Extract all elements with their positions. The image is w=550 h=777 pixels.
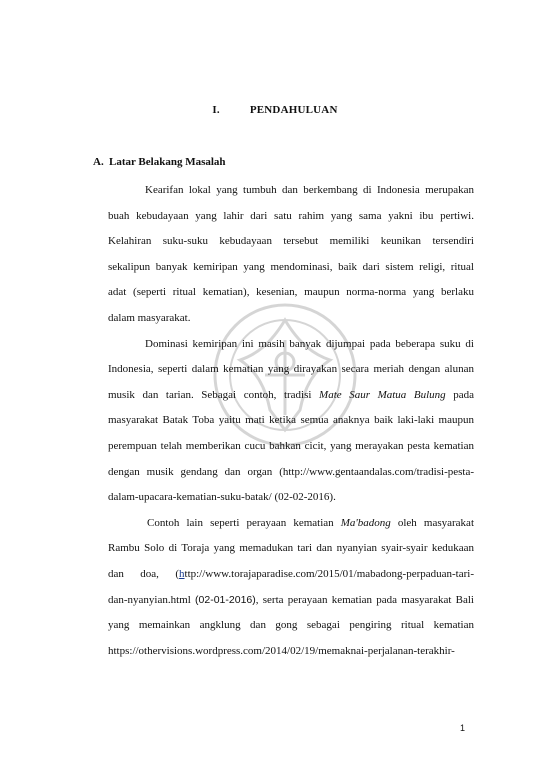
paragraph-line: Rambu Solo di Toraja yang memadukan tari dan nyanyian syair-syair kedukaan: [108, 542, 474, 555]
tradition-name: Mate Saur Matua Bulung: [319, 388, 446, 401]
paragraph-line: Indonesia, seperti dalam kematian yang dirayakan secara meriah dengan alunan: [108, 363, 474, 376]
text-run: Contoh lain seperti perayaan kematian: [147, 516, 341, 529]
text-run: ttp://www.torajaparadise.com/2015/01/mabadong-perpaduan-tari-: [184, 567, 474, 580]
text-run: musik dan tarian. Sebagai contoh, tradisi: [108, 388, 320, 401]
paragraph-line: yang memainkan angklung dan gong sebagai pengiring ritual kematian: [108, 619, 474, 632]
chapter-number: I.: [212, 104, 220, 116]
paragraph-line: masyarakat Batak Toba yaitu mati ketika semua anaknya baik laki-laki maupun: [108, 414, 474, 427]
paragraph-line: https://othervisions.wordpress.com/2014/02/19/memaknai-perjalanan-terakhir-: [108, 644, 455, 657]
text-run: dan-nyanyian.html: [108, 593, 196, 606]
paragraph-line: adat (seperti ritual kematian), kesenian, maupun norma-norma yang berlaku: [108, 286, 474, 299]
chapter-title: PENDAHULUAN: [249, 104, 338, 116]
body-text: [108, 178, 474, 664]
paragraph-line: dalam-upacara-kematian-suku-batak/ (02-02-2016).: [108, 491, 336, 504]
section-title: Latar Belakang Masalah: [109, 156, 226, 168]
paragraph-line: Dominasi kemiripan ini masih banyak dijumpai pada beberapa suku di: [145, 337, 474, 350]
paragraph-line: dalam masyarakat.: [108, 311, 191, 324]
access-date: (02-01-2016): [195, 593, 256, 606]
section-letter: A.: [93, 156, 104, 168]
section-heading: [93, 156, 226, 168]
chapter-heading: [0, 104, 550, 116]
paragraph-line: Kearifan lokal yang tumbuh dan berkembang di Indonesia merupakan: [145, 184, 474, 196]
reference-link[interactable]: h: [179, 567, 185, 580]
text-run: oleh masyarakat: [390, 516, 474, 529]
paragraph-line: buah kebudayaan yang lahir dari satu rahim yang sama yakni ibu pertiwi.: [108, 209, 474, 222]
paragraph-line: [108, 511, 474, 537]
paragraph-line: Kelahiran suku-suku kebudayaan tersebut memiliki keunikan tersendiri: [108, 235, 474, 248]
paragraph-line: [108, 383, 474, 409]
paragraph-line: dengan musik gendang dan organ (http://www.gentaandalas.com/tradisi-pesta-: [108, 465, 474, 478]
paragraph-line: perempuan telah memberikan cucu bahkan cicit, yang merayakan pesta kematian: [108, 439, 474, 452]
text-run: pada: [445, 388, 474, 401]
text-run: dan doa, (: [108, 567, 180, 580]
tradition-name: Ma'badong: [340, 516, 391, 529]
paragraph-line: [108, 588, 474, 614]
text-run: , serta perayaan kematian pada masyarakat Bali: [255, 593, 474, 606]
paragraph-line: sekalipun banyak kemiripan yang mendominasi, baik dari sistem religi, ritual: [108, 260, 474, 273]
paragraph-line: [108, 562, 474, 588]
page-number: 1: [460, 723, 466, 733]
